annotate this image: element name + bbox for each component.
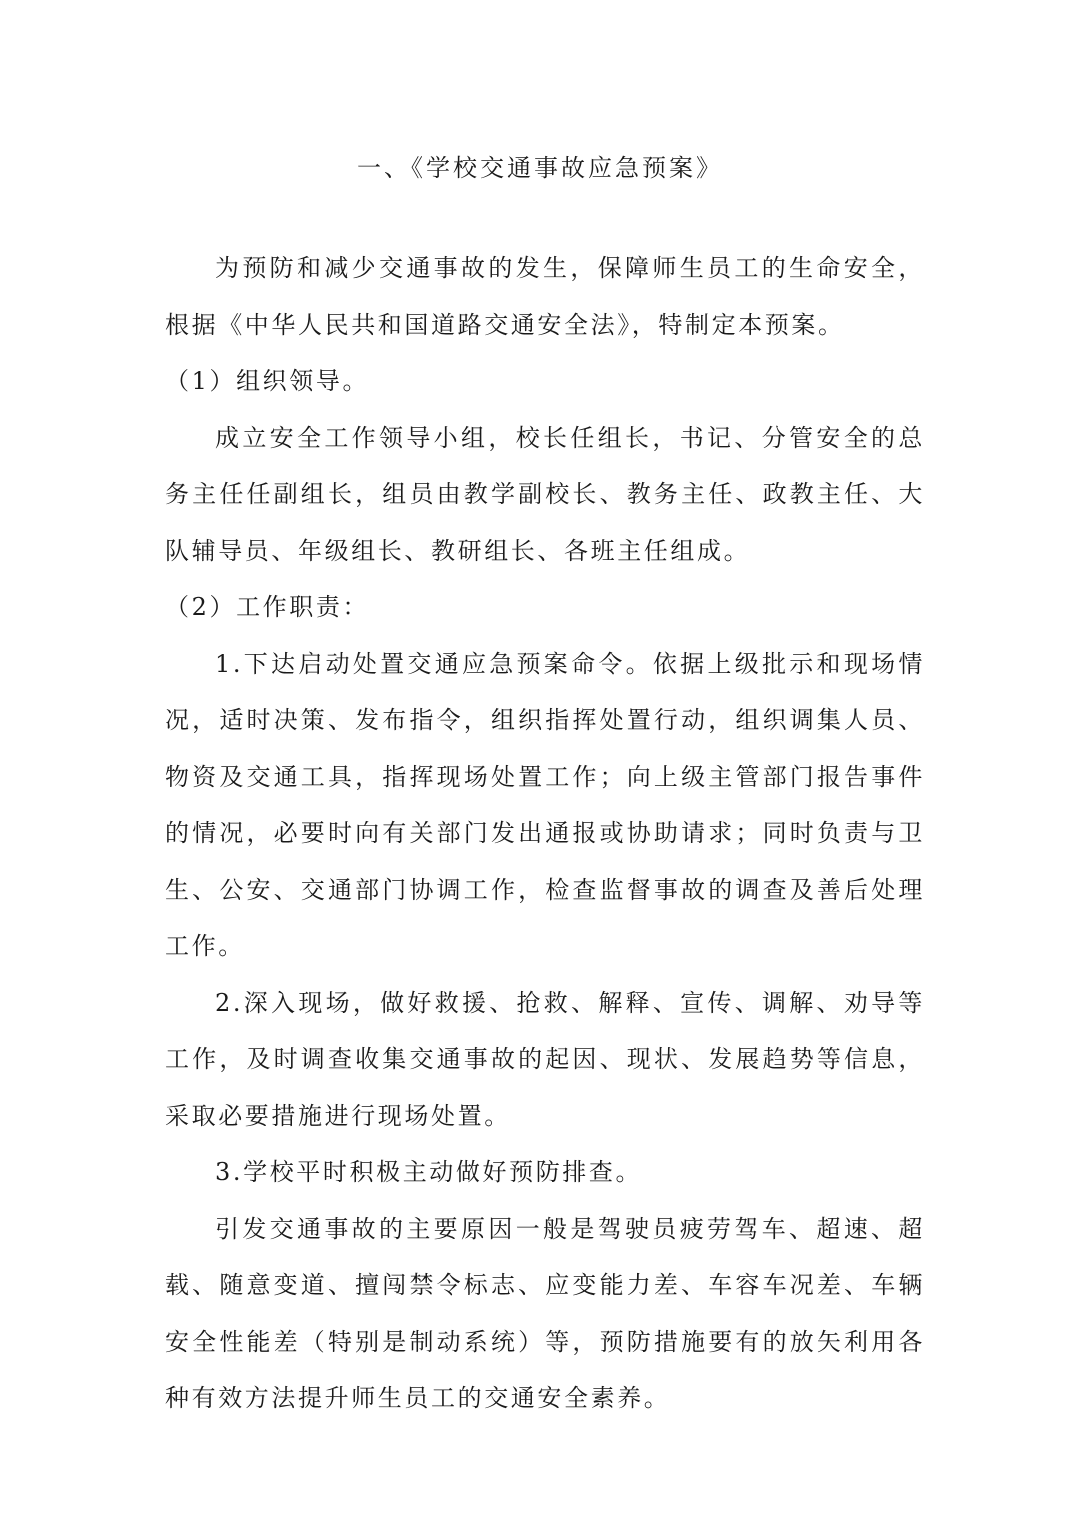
document-body	[165, 240, 925, 1427]
document-title: 一、《学校交通事故应急预案》	[357, 154, 723, 182]
duty-item-2: 2.深入现场，做好救援、抢救、解释、宣传、调解、劝导等工作，及时调查收集交通事故的起因、现状、发展趋势等信息，采取必要措施进行现场处置。	[165, 988, 925, 1130]
duty-item-3: 3.学校平时积极主动做好预防排查。	[215, 1158, 643, 1186]
section-heading-duties: （2）工作职责：	[165, 593, 370, 621]
organization-paragraph: 成立安全工作领导小组，校长任组长，书记、分管安全的总务主任任副组长，组员由教学副校长、教务主任、政教主任、大队辅导员、年级组长、教研组长、各班主任组成。	[165, 423, 925, 565]
causes-paragraph: 引发交通事故的主要原因一般是驾驶员疲劳驾车、超速、超载、随意变道、擅闯禁令标志、应变能力差、车容车况差、车辆安全性能差（特别是制动系统）等，预防措施要有的放矢利用各种有效方法提升师生员工的交通安全素养。	[165, 1214, 925, 1412]
section-heading-organization: （1）组织领导。	[165, 367, 370, 395]
intro-paragraph: 为预防和减少交通事故的发生，保障师生员工的生命安全，根据《中华人民共和国道路交通安全法》，特制定本预案。	[165, 254, 925, 339]
duty-item-1: 1.下达启动处置交通应急预案命令。依据上级批示和现场情况，适时决策、发布指令，组织指挥处置行动，组织调集人员、物资及交通工具，指挥现场处置工作；向上级主管部门报告事件的情况，必要时向有关部门发出通报或协助请求；同时负责与卫生、公安、交通部门协调工作，检查监督事故的调查及善后处理工作。	[165, 649, 925, 960]
